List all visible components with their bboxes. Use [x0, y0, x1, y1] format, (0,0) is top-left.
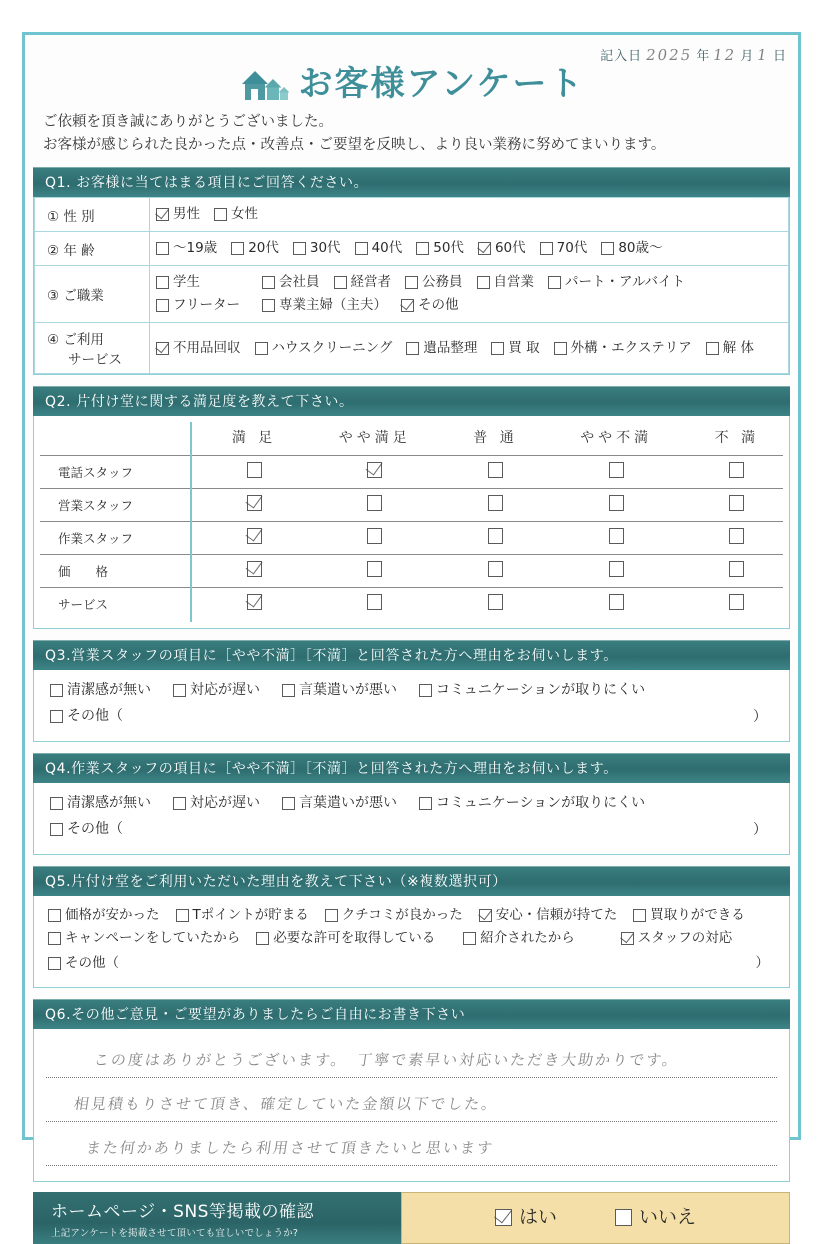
- checkbox-icon[interactable]: [282, 684, 295, 697]
- checkbox-icon[interactable]: [416, 242, 429, 255]
- q1-option-executive[interactable]: [334, 271, 392, 294]
- checkbox-icon[interactable]: [256, 932, 269, 945]
- q4-option-hard-communication[interactable]: [419, 792, 645, 816]
- q3-heading: Q3.営業スタッフの項目に［やや不満］［不満］と回答された方へ理由をお伺いします。: [33, 640, 790, 670]
- q1-option-label: 外構・エクステリア: [570, 339, 692, 356]
- q2-cell[interactable]: [449, 456, 541, 489]
- q5-option-licensed[interactable]: [256, 927, 435, 950]
- q2-row-phone-staff: [40, 456, 783, 489]
- q2-cell[interactable]: [691, 555, 783, 588]
- q4-panel: [33, 783, 790, 855]
- checkbox-icon[interactable]: [729, 462, 744, 478]
- q3-option-bad-language[interactable]: [282, 679, 397, 703]
- checkbox-icon[interactable]: [488, 561, 503, 577]
- q2-row-label: 電話スタッフ: [40, 456, 208, 489]
- consent-option-yes[interactable]: [495, 1201, 557, 1233]
- q1-row-service: [35, 323, 789, 374]
- checkbox-icon[interactable]: [355, 242, 368, 255]
- q5-option-campaign[interactable]: [48, 927, 240, 950]
- q1-option-age-30s[interactable]: [293, 237, 341, 260]
- checkbox-icon[interactable]: [282, 797, 295, 810]
- checkbox-icon[interactable]: [367, 594, 382, 610]
- checkbox-icon[interactable]: [419, 684, 432, 697]
- q5-option-label: 紹介されたから: [480, 929, 575, 946]
- q2-cell[interactable]: [691, 522, 783, 555]
- checkbox-icon[interactable]: [176, 909, 189, 922]
- q5-option-label: Tポイントが貯まる: [192, 906, 309, 923]
- publication-consent-title: ホームページ・SNS等掲載の確認: [51, 1201, 314, 1222]
- q1-option-waste-collection[interactable]: [156, 337, 241, 360]
- q5-option-label: キャンペーンをしていたから: [65, 929, 241, 946]
- q2-row-label: 価 格: [40, 555, 208, 588]
- q1-options-gender: [150, 198, 789, 232]
- q1-row-label-occupation: ③ ご職業: [35, 266, 150, 323]
- consent-option-label: いいえ: [639, 1206, 697, 1229]
- q2-cell[interactable]: [300, 588, 449, 621]
- q2-row-sales-staff: [40, 489, 783, 522]
- q4-option-label: コミュニケーションが取りにくい: [436, 794, 646, 811]
- checkbox-icon[interactable]: [262, 276, 275, 289]
- q1-option-label: 専業主婦（主夫）: [279, 297, 387, 314]
- checkbox-icon[interactable]: [173, 684, 186, 697]
- checkbox-icon[interactable]: [247, 462, 262, 478]
- q5-options-row-2: [48, 927, 775, 950]
- publication-consent-choices: [401, 1192, 790, 1244]
- checkbox-icon[interactable]: [262, 299, 275, 312]
- q3-option-other[interactable]: [50, 705, 123, 729]
- checkbox-icon[interactable]: [601, 242, 614, 255]
- checkbox-icon[interactable]: [401, 299, 414, 312]
- checkbox-icon[interactable]: [293, 242, 306, 255]
- q1-option-age-60s[interactable]: [478, 237, 526, 260]
- checkbox-icon[interactable]: [609, 528, 624, 544]
- checkbox-icon[interactable]: [156, 242, 169, 255]
- q2-cell[interactable]: [542, 588, 691, 621]
- lead-line-2: お客様が感じられた良かった点・改善点・ご要望を反映し、より良い業務に努めてまいります。: [43, 136, 666, 153]
- q1-row-label-service-line1: ④ ご利用: [47, 332, 104, 349]
- checkbox-icon[interactable]: [479, 909, 492, 922]
- checkbox-icon[interactable]: [156, 276, 169, 289]
- q1-table: [34, 197, 789, 374]
- checkbox-icon[interactable]: [405, 276, 418, 289]
- q1-row-label-age: ② 年 齢: [35, 232, 150, 266]
- checkbox-icon[interactable]: [48, 909, 61, 922]
- checkbox-icon[interactable]: [554, 342, 567, 355]
- q2-col-satisfied: 満 足: [231, 430, 277, 447]
- q5-option-referral[interactable]: [463, 927, 575, 950]
- checkbox-icon[interactable]: [609, 594, 624, 610]
- q2-cell[interactable]: [300, 522, 449, 555]
- q2-row-work-staff: [40, 522, 783, 555]
- q4-option-slow-response[interactable]: [173, 792, 260, 816]
- q4-option-label: 対応が遅い: [190, 794, 260, 811]
- checkbox-icon[interactable]: [247, 561, 262, 577]
- q1-option-label: フリーター: [173, 297, 240, 314]
- q5-panel: [33, 896, 790, 988]
- q2-cell[interactable]: [691, 456, 783, 489]
- q1-option-label: その他: [418, 297, 459, 314]
- q1-option-label: 会社員: [279, 274, 320, 291]
- q5-option-label: 買取りができる: [650, 906, 745, 923]
- q2-cell[interactable]: [208, 588, 300, 621]
- q4-other-row: [50, 816, 773, 844]
- q1-row-age: [35, 232, 789, 266]
- q3-option-label: 清潔感が無い: [67, 682, 151, 699]
- q1-row-label-gender: ① 性 別: [35, 198, 150, 232]
- q1-option-age-40s[interactable]: [355, 237, 403, 260]
- q3-option-not-clean[interactable]: [50, 679, 151, 703]
- q1-option-label: 不用品回収: [173, 339, 241, 356]
- date-year-value: 2025: [644, 46, 694, 64]
- q1-options-age: [150, 232, 789, 266]
- q1-option-public-servant[interactable]: [405, 271, 463, 294]
- q3-option-hard-communication[interactable]: [419, 679, 645, 703]
- q1-option-label: 経営者: [350, 274, 391, 291]
- q6-freetext-area[interactable]: [33, 1029, 790, 1182]
- q1-option-other-occupation[interactable]: [401, 294, 459, 317]
- q2-cell[interactable]: [449, 588, 541, 621]
- q5-heading: Q5.片付け堂をご利用いただいた理由を教えて下さい（※複数選択可）: [33, 866, 790, 896]
- checkbox-icon[interactable]: [729, 528, 744, 544]
- checkbox-icon[interactable]: [463, 932, 476, 945]
- q5-option-other[interactable]: [48, 952, 119, 975]
- q1-option-label: 70代: [556, 240, 588, 257]
- checkbox-icon[interactable]: [729, 594, 744, 610]
- q1-option-age-70s[interactable]: [540, 237, 588, 260]
- q1-option-parttime[interactable]: [548, 271, 685, 294]
- q2-cell[interactable]: [691, 489, 783, 522]
- q5-option-trustworthy[interactable]: [479, 904, 618, 927]
- q5-option-label: 必要な許可を取得している: [273, 929, 436, 946]
- q1-option-label: 男性: [173, 206, 200, 223]
- q1-option-label: 20代: [248, 240, 279, 257]
- checkbox-icon[interactable]: [621, 932, 634, 945]
- checkbox-icon[interactable]: [50, 823, 63, 836]
- date-entry-row: [25, 35, 798, 64]
- q2-header-row: [40, 418, 783, 456]
- checkbox-icon[interactable]: [247, 594, 262, 610]
- q3-panel: [33, 670, 790, 742]
- q1-option-label: 学生: [173, 274, 200, 291]
- q5-option-label: 価格が安かった: [65, 906, 160, 923]
- q2-satisfaction-table: [40, 418, 783, 620]
- q1-option-female[interactable]: [214, 203, 258, 226]
- q2-col-neutral: 普 通: [473, 430, 518, 447]
- q1-option-label: 40代: [371, 240, 403, 257]
- survey-sheet: [22, 32, 801, 1239]
- q2-cell[interactable]: [542, 489, 691, 522]
- checkbox-icon[interactable]: [156, 208, 169, 221]
- q1-option-house-cleaning[interactable]: [255, 337, 393, 360]
- year-unit: 年: [696, 49, 710, 64]
- checkbox-icon[interactable]: [214, 208, 227, 221]
- q4-option-label: 清潔感が無い: [67, 794, 151, 811]
- publication-consent-bar: [33, 1192, 790, 1244]
- q1-option-freeter[interactable]: [156, 294, 248, 317]
- q2-cell[interactable]: [449, 522, 541, 555]
- checkbox-icon[interactable]: [173, 797, 186, 810]
- q4-heading: Q4.作業スタッフの項目に［やや不満］［不満］と回答された方へ理由をお伺いします。: [33, 753, 790, 783]
- q1-option-label: 解 体: [722, 339, 755, 356]
- q6-handwriting-line-2: 相見積もりさせて頂き、確定していた金額以下でした。: [72, 1094, 500, 1113]
- q1-option-homemaker[interactable]: [262, 294, 387, 317]
- q2-cell[interactable]: [449, 489, 541, 522]
- checkbox-icon[interactable]: [488, 528, 503, 544]
- checkbox-icon[interactable]: [488, 462, 503, 478]
- q1-option-label: 30代: [309, 240, 341, 257]
- q1-option-exterior[interactable]: [554, 337, 692, 360]
- checkbox-icon[interactable]: [633, 909, 646, 922]
- checkbox-icon[interactable]: [609, 495, 624, 511]
- q5-option-label: クチコミが良かった: [341, 906, 463, 923]
- q5-option-buyback[interactable]: [633, 904, 745, 927]
- q3-option-label: 言葉遣いが悪い: [299, 682, 397, 699]
- checkbox-icon[interactable]: [488, 495, 503, 511]
- checkbox-icon[interactable]: [609, 561, 624, 577]
- checkbox-icon[interactable]: [729, 561, 744, 577]
- q1-option-label: 買 取: [508, 339, 540, 356]
- checkbox-icon[interactable]: [495, 1209, 512, 1226]
- checkbox-icon[interactable]: [367, 528, 382, 544]
- q3-option-label: コミュニケーションが取りにくい: [436, 682, 646, 699]
- q4-option-other[interactable]: [50, 818, 123, 842]
- page-title: お客様アンケート: [298, 64, 585, 104]
- checkbox-icon[interactable]: [615, 1209, 632, 1226]
- checkbox-icon[interactable]: [50, 710, 63, 723]
- q2-cell[interactable]: [542, 522, 691, 555]
- checkbox-icon[interactable]: [156, 299, 169, 312]
- q6-heading: Q6.その他ご意見・ご要望がありましたらご自由にお書き下さい: [33, 999, 790, 1029]
- q3-options-row: [50, 679, 773, 703]
- q2-row-label: サービス: [40, 588, 208, 621]
- q6-handwriting-line-1: この度はありがとうございます。 丁寧で素早い対応いただき大助かりです。: [92, 1050, 681, 1069]
- q2-heading: Q2. 片付け堂に関する満足度を教えて下さい。: [33, 386, 790, 416]
- publication-consent-labels: [33, 1192, 401, 1244]
- checkbox-icon[interactable]: [540, 242, 553, 255]
- lead-paragraph: [43, 111, 784, 156]
- publication-consent-subtitle: 上記アンケートを掲載させて頂いても宜しいでしょうか?: [51, 1227, 299, 1239]
- q1-option-label: 遺品整理: [423, 339, 478, 356]
- house-logo-icon: [239, 67, 289, 103]
- month-unit: 月: [740, 49, 754, 64]
- q1-heading: Q1. お客様に当てはまる項目にご回答ください。: [33, 167, 790, 197]
- q6-handwriting-line-3: また何かありましたら利用させて頂きたいと思います: [84, 1138, 496, 1157]
- q5-options-row-1: [48, 904, 775, 927]
- q5-option-t-points[interactable]: [176, 904, 309, 927]
- checkbox-icon[interactable]: [548, 276, 561, 289]
- q1-option-label: 自営業: [493, 274, 534, 291]
- q4-other-close-paren: ）: [753, 821, 767, 838]
- q3-option-label: 対応が遅い: [190, 682, 260, 699]
- checkbox-icon[interactable]: [491, 342, 504, 355]
- q2-cell[interactable]: [449, 555, 541, 588]
- checkbox-icon[interactable]: [488, 594, 503, 610]
- q5-other-label: その他（: [65, 954, 119, 971]
- q1-option-demolition[interactable]: [706, 337, 754, 360]
- q2-cell[interactable]: [542, 555, 691, 588]
- q1-options-service: [150, 323, 789, 374]
- checkbox-icon[interactable]: [729, 495, 744, 511]
- checkbox-icon[interactable]: [367, 495, 382, 511]
- q1-option-label: 50代: [433, 240, 464, 257]
- q5-other-close-paren: ）: [755, 954, 769, 971]
- q1-option-age-50s[interactable]: [416, 237, 464, 260]
- q1-row-gender: [35, 198, 789, 232]
- q3-option-slow-response[interactable]: [173, 679, 260, 703]
- q2-cell[interactable]: [691, 588, 783, 621]
- checkbox-icon[interactable]: [419, 797, 432, 810]
- q1-option-age-80plus[interactable]: [601, 237, 662, 260]
- q3-other-close-paren: ）: [753, 708, 767, 725]
- q5-option-label: 安心・信頼が持てた: [495, 906, 618, 923]
- q4-other-label: その他（: [67, 820, 123, 837]
- q1-option-student[interactable]: [156, 271, 248, 294]
- checkbox-icon[interactable]: [478, 242, 491, 255]
- date-label: 記入日: [600, 49, 643, 64]
- writing-rule-2: [46, 1121, 777, 1122]
- day-unit: 日: [772, 49, 786, 64]
- q1-row-label-service: [35, 323, 150, 374]
- q1-option-label: 女性: [231, 206, 258, 223]
- checkbox-icon[interactable]: [50, 684, 63, 697]
- checkbox-icon[interactable]: [50, 797, 63, 810]
- q1-option-label: 60代: [494, 240, 526, 257]
- checkbox-icon[interactable]: [48, 957, 61, 970]
- q1-panel: [33, 197, 790, 375]
- q4-option-not-clean[interactable]: [50, 792, 151, 816]
- q1-option-label: ハウスクリーニング: [271, 339, 393, 356]
- checkbox-icon[interactable]: [255, 342, 268, 355]
- lead-line-1: ご依頼を頂き誠にありがとうございました。: [43, 114, 333, 131]
- q5-option-cheap-price[interactable]: [48, 904, 160, 927]
- q2-cell[interactable]: [300, 555, 449, 588]
- q2-panel: [33, 416, 790, 629]
- q2-col-somewhat-satisfied: やや満足: [338, 430, 411, 447]
- checkbox-icon[interactable]: [609, 462, 624, 478]
- q1-row-occupation: [35, 266, 789, 323]
- form-title-row: [25, 66, 798, 103]
- q1-row-label-service-line2: サービス: [68, 352, 122, 369]
- q2-col-somewhat-dissatisfied: やや不満: [580, 430, 653, 447]
- q1-option-estate-cleanup[interactable]: [406, 337, 477, 360]
- q2-cell[interactable]: [208, 456, 300, 489]
- consent-option-label: はい: [518, 1206, 557, 1229]
- q2-row-service: [40, 588, 783, 621]
- q2-cell[interactable]: [208, 489, 300, 522]
- consent-option-no[interactable]: [615, 1201, 696, 1233]
- q1-option-purchase[interactable]: [491, 337, 539, 360]
- checkbox-icon[interactable]: [406, 342, 419, 355]
- q1-option-label: 公務員: [422, 274, 463, 291]
- q2-corner-cell: [40, 418, 208, 456]
- q2-cell[interactable]: [542, 456, 691, 489]
- q1-option-label: ～19歳: [173, 240, 218, 257]
- q2-cell[interactable]: [300, 456, 449, 489]
- q5-option-good-reviews[interactable]: [325, 904, 463, 927]
- q2-row-label: 営業スタッフ: [40, 489, 208, 522]
- q1-option-age-19[interactable]: [156, 237, 217, 260]
- q1-option-employee[interactable]: [262, 271, 320, 294]
- checkbox-icon[interactable]: [325, 909, 338, 922]
- checkbox-icon[interactable]: [247, 528, 262, 544]
- q1-option-male[interactable]: [156, 203, 200, 226]
- writing-rule-3: [46, 1165, 777, 1166]
- q2-cell[interactable]: [208, 555, 300, 588]
- q1-option-age-20s[interactable]: [231, 237, 279, 260]
- q2-row-price: [40, 555, 783, 588]
- checkbox-icon[interactable]: [48, 932, 61, 945]
- checkbox-icon[interactable]: [367, 462, 382, 478]
- q5-option-label: スタッフの対応: [637, 929, 733, 946]
- q2-col-dissatisfied: 不 満: [714, 430, 760, 447]
- checkbox-icon[interactable]: [706, 342, 719, 355]
- checkbox-icon[interactable]: [247, 495, 262, 511]
- checkbox-icon[interactable]: [334, 276, 347, 289]
- q1-option-label: パート・アルバイト: [565, 274, 686, 291]
- date-day-value: 1: [756, 46, 771, 64]
- q5-other-row: [48, 950, 775, 977]
- q2-cell[interactable]: [300, 489, 449, 522]
- q1-option-label: 80歳～: [618, 240, 663, 257]
- q4-option-label: 言葉遣いが悪い: [299, 794, 397, 811]
- writing-rule-1: [46, 1077, 777, 1078]
- q5-option-staff-service[interactable]: [621, 927, 733, 950]
- q1-options-occupation: [150, 266, 789, 323]
- q4-option-bad-language[interactable]: [282, 792, 397, 816]
- q2-row-label: 作業スタッフ: [40, 522, 208, 555]
- checkbox-icon[interactable]: [367, 561, 382, 577]
- checkbox-icon[interactable]: [477, 276, 490, 289]
- q1-option-self-employed[interactable]: [477, 271, 535, 294]
- q4-options-row: [50, 792, 773, 816]
- checkbox-icon[interactable]: [231, 242, 244, 255]
- checkbox-icon[interactable]: [156, 342, 169, 355]
- q3-other-row: [50, 703, 773, 731]
- q2-cell[interactable]: [208, 522, 300, 555]
- date-month-value: 12: [711, 46, 738, 64]
- q3-other-label: その他（: [67, 707, 123, 724]
